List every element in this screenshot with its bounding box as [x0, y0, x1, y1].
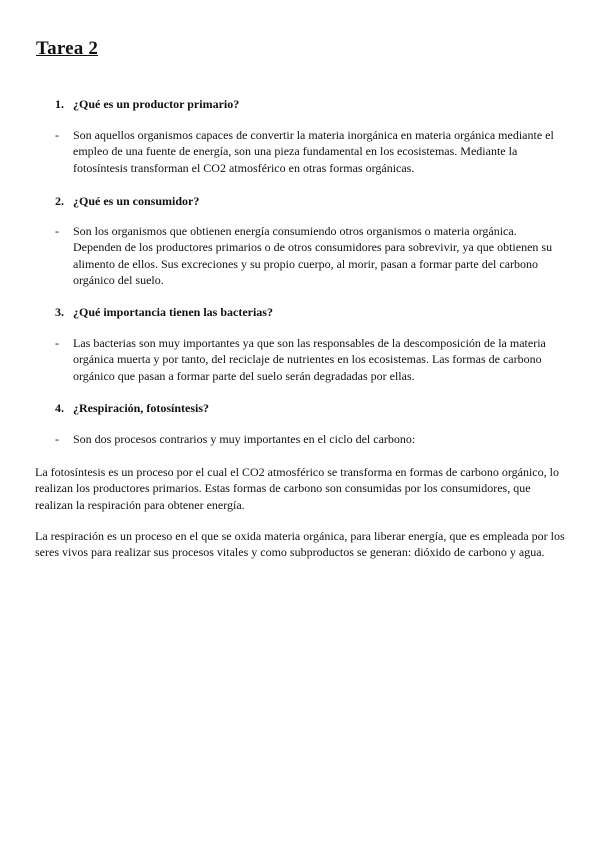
- question-2-number: 2.: [55, 194, 64, 208]
- answer-1-text: Son aquellos organismos capaces de convertir la materia inorgánica en materia orgánica mediante el empleo de una fuente de energía, son una pieza fundamental en los ecosistemas. Mediante la fotosíntesis transforman el CO2 atmosférico en otras formas orgánicas.: [73, 128, 554, 175]
- question-4-text: ¿Respiración, fotosíntesis?: [73, 401, 209, 415]
- question-1-number: 1.: [55, 97, 64, 111]
- answer-2-bullet: -: [55, 224, 59, 238]
- question-2-text: ¿Qué es un consumidor?: [73, 194, 200, 208]
- answer-3-text: Las bacterias son muy importantes ya que son las responsables de la descomposición de la materia orgánica muerta y por tanto, del reciclaje de nutrientes en los ecosistemas. Las formas de carbono orgánico que pasan a formar parte del suelo serán degradadas por ellas.: [73, 336, 546, 383]
- answer-4-bullet: -: [55, 432, 59, 446]
- question-3-text: ¿Qué importancia tienen las bacterias?: [73, 305, 273, 319]
- question-1-heading: [55, 96, 239, 112]
- question-3-number: 3.: [55, 305, 64, 319]
- answer-3-bullet: -: [55, 336, 59, 350]
- paragraph-respiration: La respiración es un proceso en el que se oxida materia orgánica, para liberar energía, que es empleada por los seres vivos para realizar sus procesos vitales y como subproductos se generan: dióxido de carbono y agua.: [35, 529, 565, 560]
- answer-1-bullet: -: [55, 128, 59, 142]
- question-4-heading: [55, 400, 209, 416]
- answer-1: [55, 127, 563, 176]
- answer-4-text: Son dos procesos contrarios y muy importantes en el ciclo del carbono:: [73, 432, 416, 446]
- question-3-heading: [55, 304, 273, 320]
- paragraph-photosynthesis: La fotosíntesis es un proceso por el cual el CO2 atmosférico se transforma en formas de carbono orgánico, lo realizan los productores primarios. Estas formas de carbono son consumidas por los consumidores, que realizan la respiración para obtener energía.: [35, 465, 559, 512]
- answer-4: [55, 431, 563, 447]
- answer-2: [55, 223, 563, 288]
- answer-3: [55, 335, 563, 384]
- answer-2-text: Son los organismos que obtienen energía consumiendo otros organismos o materia orgánica. Dependen de los productores primarios o de otros consumidores para sobrevivir, ya que obtienen su alimento de ellos. Sus excreciones y su propio cuerpo, al morir, pasan a formar parte del carbono orgánico del suelo.: [73, 224, 553, 287]
- question-1-text: ¿Qué es un productor primario?: [73, 97, 240, 111]
- page-title: Tarea 2: [36, 38, 99, 59]
- question-2-heading: [55, 193, 199, 209]
- question-4-number: 4.: [55, 401, 64, 415]
